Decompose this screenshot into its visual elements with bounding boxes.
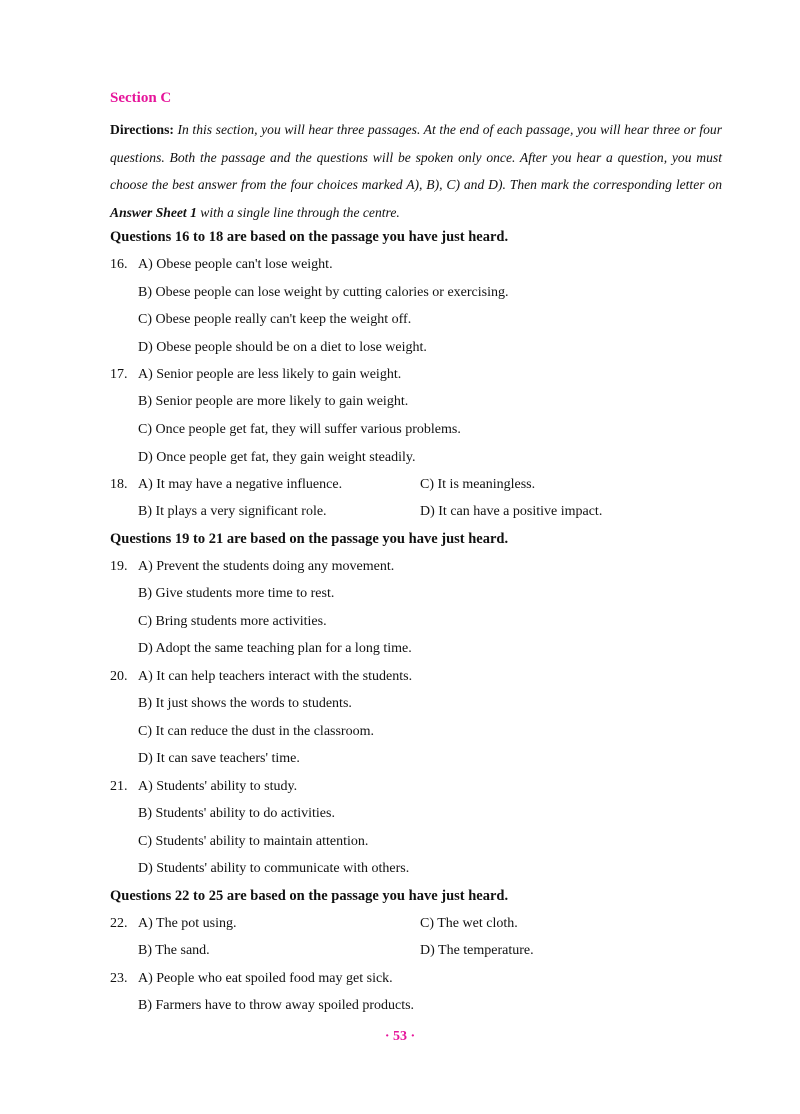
section-title: Section C: [110, 90, 172, 106]
option-19-a: A) Prevent the students doing any movement.: [138, 559, 395, 574]
option-23-a: A) People who eat spoiled food may get sick.: [138, 971, 393, 986]
option-21-d: D) Students' ability to communicate with others.: [138, 861, 410, 876]
directions-text: In this section, you will hear three passages. At the end of each passage, you will hear three or four questions. Both the passage and the questions will be spoken only once. After you hear a question, you must choose the best answer from the four choices marked A), B), C) and D). Then mark the corresponding letter on: [110, 122, 722, 192]
answer-sheet-reference: Answer Sheet 1: [110, 204, 197, 220]
option-22-b: B) The sand.: [138, 943, 210, 958]
option-18-d: D) It can have a positive impact.: [420, 504, 603, 519]
option-16-a: A) Obese people can't lose weight.: [138, 257, 333, 272]
option-18-b: B) It plays a very significant role.: [138, 504, 327, 519]
option-19-c: C) Bring students more activities.: [138, 614, 327, 629]
option-17-a: A) Senior people are less likely to gain weight.: [138, 367, 402, 382]
group-heading-19-21: Questions 19 to 21 are based on the passage you have just heard.: [110, 531, 509, 547]
option-20-b: B) It just shows the words to students.: [138, 696, 352, 711]
option-17-d: D) Once people get fat, they gain weight steadily.: [138, 450, 416, 465]
question-number-20: 20.: [110, 669, 128, 684]
option-16-d: D) Obese people should be on a diet to lose weight.: [138, 340, 427, 355]
option-20-d: D) It can save teachers' time.: [138, 751, 300, 766]
question-number-22: 22.: [110, 916, 128, 931]
directions-label: Directions:: [110, 122, 174, 137]
question-number-19: 19.: [110, 559, 128, 574]
option-22-c: C) The wet cloth.: [420, 916, 518, 931]
option-22-a: A) The pot using.: [138, 916, 237, 931]
option-22-d: D) The temperature.: [420, 943, 534, 958]
option-16-c: C) Obese people really can't keep the weight off.: [138, 312, 412, 327]
option-21-a: A) Students' ability to study.: [138, 779, 298, 794]
question-number-21: 21.: [110, 779, 128, 794]
option-21-c: C) Students' ability to maintain attention.: [138, 834, 369, 849]
option-18-a: A) It may have a negative influence.: [138, 477, 343, 492]
option-18-c: C) It is meaningless.: [420, 477, 536, 492]
directions-text-end: with a single line through the centre.: [196, 204, 400, 220]
option-16-b: B) Obese people can lose weight by cutting calories or exercising.: [138, 285, 509, 300]
question-number-17: 17.: [110, 367, 128, 382]
group-heading-16-18: Questions 16 to 18 are based on the passage you have just heard.: [110, 229, 509, 245]
page-number: · 53 ·: [384, 1029, 416, 1044]
option-21-b: B) Students' ability to do activities.: [138, 806, 335, 821]
option-19-b: B) Give students more time to rest.: [138, 586, 335, 601]
question-number-18: 18.: [110, 477, 128, 492]
option-17-b: B) Senior people are more likely to gain weight.: [138, 394, 409, 409]
question-number-16: 16.: [110, 257, 128, 272]
question-number-23: 23.: [110, 971, 128, 986]
option-19-d: D) Adopt the same teaching plan for a long time.: [138, 641, 412, 656]
option-20-a: A) It can help teachers interact with the students.: [138, 669, 413, 684]
group-heading-22-25: Questions 22 to 25 are based on the passage you have just heard.: [110, 888, 509, 904]
option-17-c: C) Once people get fat, they will suffer various problems.: [138, 422, 461, 437]
option-23-b: B) Farmers have to throw away spoiled products.: [138, 998, 415, 1013]
option-20-c: C) It can reduce the dust in the classroom.: [138, 724, 374, 739]
directions-paragraph: [110, 116, 722, 226]
